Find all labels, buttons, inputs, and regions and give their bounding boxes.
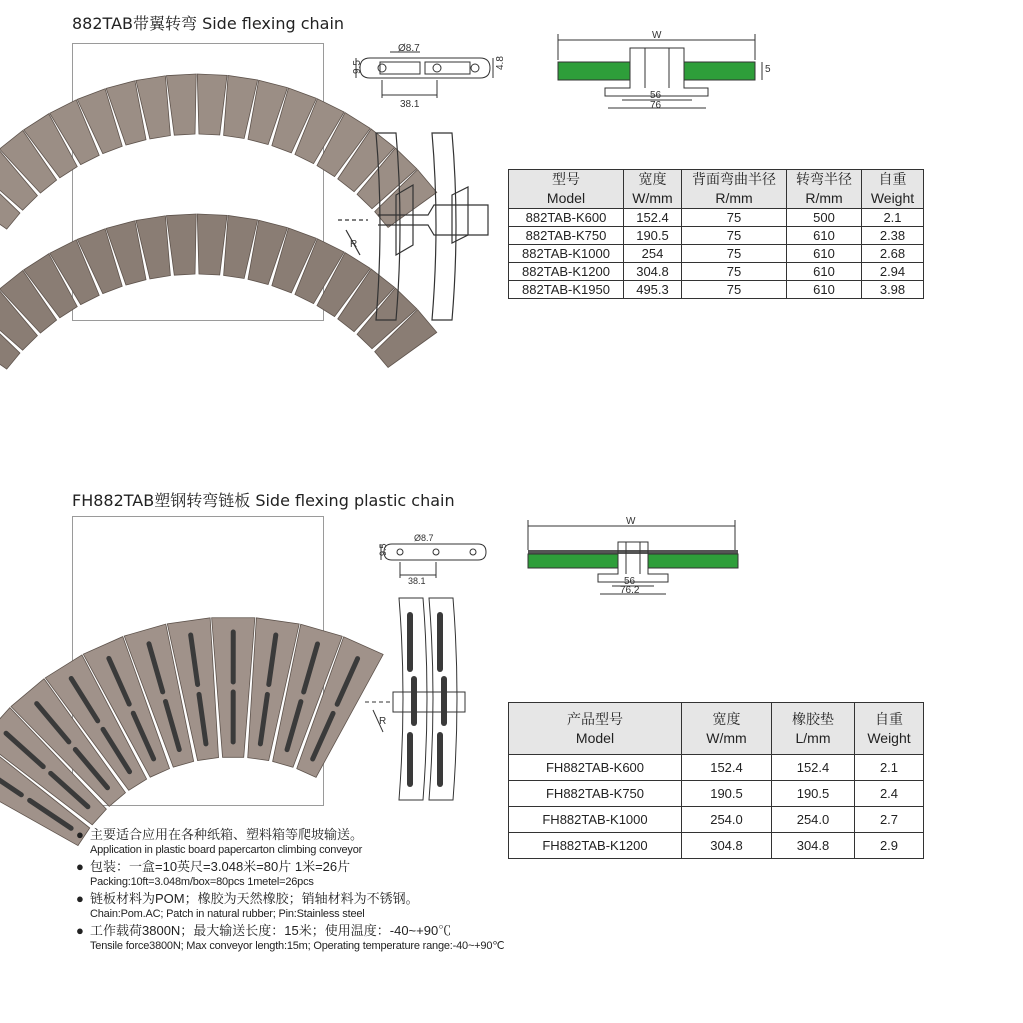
chain-link [197,214,227,275]
top-view-drawing-1 [338,125,498,325]
dim-r-2: R [379,716,387,727]
top-plate-right [684,62,755,80]
dim-76-2: 76.2 [620,585,640,596]
dim-r: R [350,239,358,250]
dim-height: 4.8 [495,56,506,70]
table-row: 882TAB-K750 190.5 75 610 2.38 [509,227,924,245]
col-turn-radius: 转弯半径 R/mm [787,170,862,209]
bullet-icon: ● [76,827,84,842]
table-row: FH882TAB-K600 152.4 152.4 2.1 [509,755,924,781]
chain-photo-1 [72,43,324,321]
dim-left: 9.5 [352,60,363,74]
dim-pitch: 38.1 [400,99,420,110]
chain-link [166,74,196,135]
side-view-drawing-1 [350,40,506,110]
col-weight-2: 自重 Weight [855,703,924,755]
note-item: ● 工作载荷3800N；最大输送长度：15米；使用温度：-40~+90℃ Tensile force3800N; Max conveyor length:15m; Operating temperature range:-40~+90℃ [76,923,505,952]
chain-photo-2 [72,516,324,806]
table-header-row [509,170,924,209]
table-row: 882TAB-K600 152.4 75 500 2.1 [509,209,924,227]
dim-w: W [652,30,662,41]
col-rubber-2: 橡胶垫 L/mm [772,703,855,755]
chain-link [166,214,196,275]
plate-left-2 [528,554,618,568]
dim-pin: Ø8.7 [398,43,420,54]
table-row: FH882TAB-K1200 304.8 304.8 2.9 [509,833,924,859]
dim-left-2: 9.5 [378,543,388,556]
dim-pin-2: Ø8.7 [414,533,434,543]
dim-5: 5 [765,64,771,75]
notes-list [76,826,536,954]
col-weight: 自重 Weight [862,170,924,209]
section2-title: FH882TAB塑钢转弯链板 Side flexing plastic chain [72,491,455,510]
bullet-icon: ● [76,859,84,874]
dim-w-2: W [626,516,636,527]
chain-link [197,74,227,135]
cross-section-drawing-2 [520,512,750,597]
section1-title: 882TAB带翼转弯 Side flexing chain [72,14,345,33]
note-item: ● 主要适合应用在各种纸箱、塑料箱等爬坡输送。 Application in plastic board papercarton climbing conveyor [76,827,364,856]
bullet-icon: ● [76,923,84,938]
top-view-drawing-2 [365,592,495,807]
side-view-drawing-2 [378,530,498,585]
top-plate-left [558,62,630,80]
table-header-row [509,703,924,755]
col-width-2: 宽度 W/mm [682,703,772,755]
dim-56-2: 56 [624,576,636,587]
col-model-2: 产品型号 Model [509,703,682,755]
table-row: 882TAB-K1950 495.3 75 610 3.98 [509,281,924,299]
side-flexing-chain-image [73,44,323,320]
spec-table-1 [508,169,924,299]
note-item: ● 链板材料为POM；橡胶为天然橡胶；销轴材料为不锈钢。 Chain:Pom.AC; Patch in natural rubber; Pin:Stainless steel [76,891,419,920]
cross-section-drawing-1 [550,28,790,113]
table-row: FH882TAB-K750 190.5 190.5 2.4 [509,781,924,807]
dim-pitch-2: 38.1 [408,576,426,586]
col-back-radius: 背面弯曲半径 R/mm [682,170,787,209]
dim-56: 56 [650,90,662,101]
note-item: ● 包装：一盒=10英尺=3.048米=80片 1米=26片 Packing:10ft=3.048m/box=80pcs 1metel=26pcs [76,859,351,888]
table-row: 882TAB-K1000 254 75 610 2.68 [509,245,924,263]
rubber-pad [528,550,738,554]
plate-right-2 [648,554,738,568]
table-row: FH882TAB-K1000 254.0 254.0 2.7 [509,807,924,833]
table-row: 882TAB-K1200 304.8 75 610 2.94 [509,263,924,281]
dim-76: 76 [650,100,662,111]
spec-table-2 [508,702,924,859]
plastic-chain-image [73,517,323,805]
col-width: 宽度 W/mm [624,170,682,209]
col-model: 型号 Model [509,170,624,209]
bullet-icon: ● [76,891,84,906]
